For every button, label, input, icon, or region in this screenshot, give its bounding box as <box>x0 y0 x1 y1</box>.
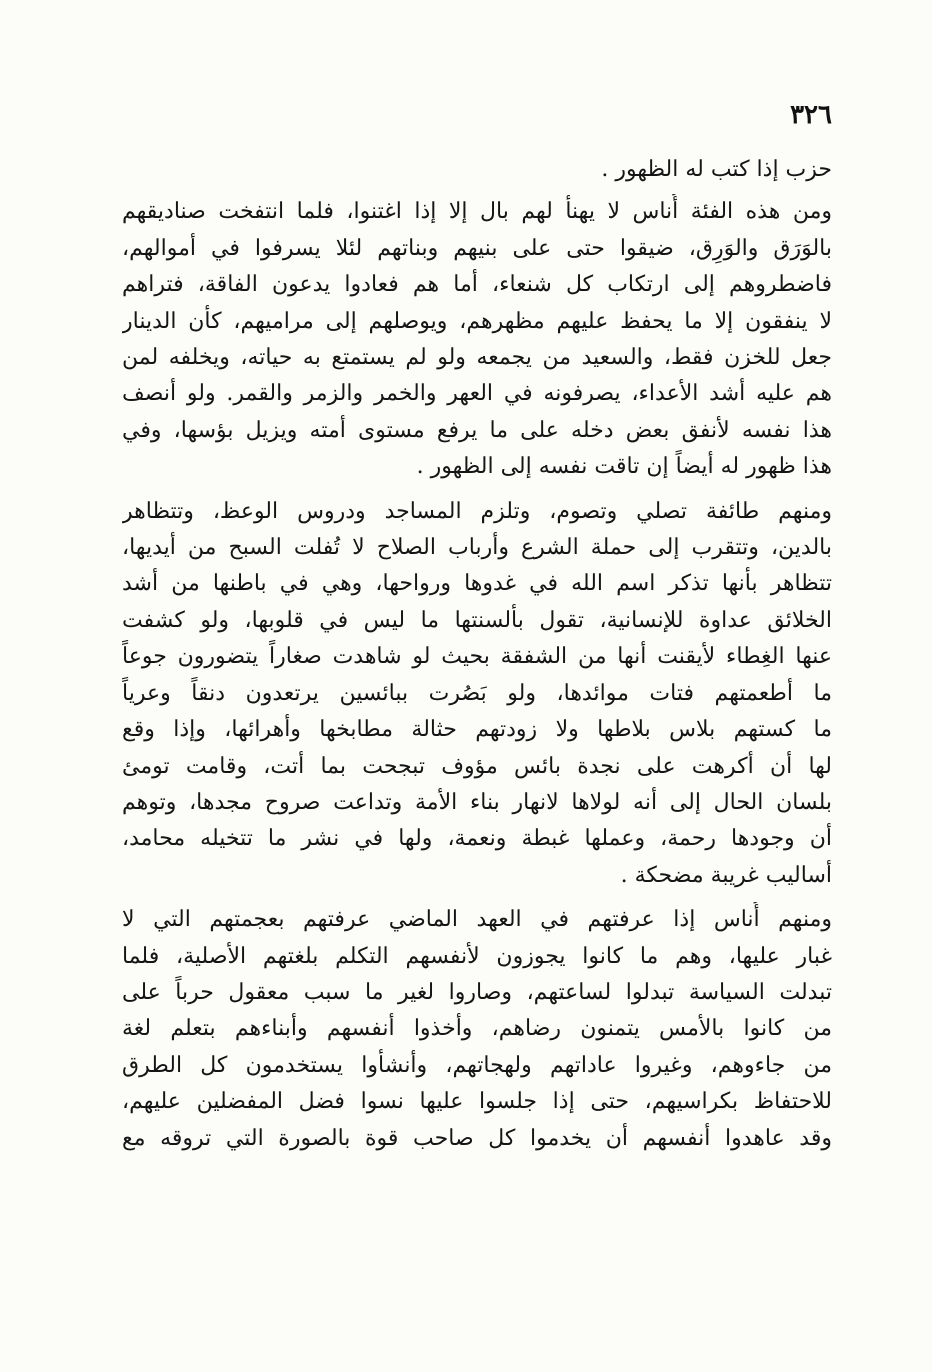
text-line: حزب إذا كتب له الظهور . <box>601 157 832 182</box>
text-line: تتظاهر بأنها تذكر اسم الله في غدوها ورواحها، وهي في باطنها من أشد <box>122 571 832 597</box>
text-line: عنها الغِطاء لأيقنت أنها من الشفقة بحيث لو شاهدت صغاراً يتضورون جوعاً <box>122 644 832 670</box>
text-line: الخلائق عداوة للإنسانية، تقول بألسنتها ما ليس في قلوبها، ولو كشفت <box>122 607 832 633</box>
text-line: أن وجودها رحمة، وعملها غبطة ونعمة، ولها في نشر ما تتخيله محامد، <box>122 826 832 852</box>
text-line: ما أطعمتهم فتات موائدها، ولو بَصُرت ببائسين يرتعدون دنقاً وعرياً <box>122 680 832 706</box>
text-line: لا ينفقون إلا ما يحفظ عليهم مظهرهم، ويوصلهم إلى مراميهم، كأن الدينار <box>122 308 832 334</box>
paragraph-1 <box>122 152 832 188</box>
page-body <box>122 152 832 1165</box>
text-line: ومن هذه الفئة أُناس لا يهنأ لهم بال إلا إذا اغتنوا، فلما انتفخت صناديقهم <box>122 199 832 225</box>
text-line: هذا ظهور له أيضاً إن تاقت نفسه إلى الظهور . <box>416 454 832 480</box>
text-line: من جاءوهم، وغيروا عاداتهم ولهجاتهم، وأنشأوا يستخدمون كل الطرق <box>122 1052 832 1078</box>
text-line: بلسان الحال إلى أنه لولاها لانهار بناء الأمة وتداعت صروح مجدها، وتوهم <box>122 789 832 815</box>
text-line: ما كستهم بلاس بلاطها ولا زودتهم حثالة مطابخها وأهرائها، وإذا وقع <box>122 717 832 743</box>
text-line: فاضطروهم إلى ارتكاب كل شنعاء، أما هم فعادوا يدعون الفاقة، فتراهم <box>122 272 832 298</box>
paragraph-2 <box>122 194 832 485</box>
paragraph-4 <box>122 902 832 1157</box>
text-line: ومنهم أُناس إذا عرفتهم في العهد الماضي عرفتهم بعجمتهم التي لا <box>122 907 832 933</box>
text-line: أساليب غريبة مضحكة . <box>620 862 832 888</box>
page-number: ٣٢٦ <box>790 100 832 130</box>
text-line: ومنهم طائفة تصلي وتصوم، وتلزم المساجد ودروس الوعظ، وتتظاهر <box>122 498 832 524</box>
text-line: تبدلت السياسة تبدلوا لساعتهم، وصاروا لغير ما سبب معقول حرباً على <box>122 979 832 1005</box>
text-line: لها أن أكرهت على نجدة بائس مؤوف تبجحت بما أتت، وقامت تومئ <box>122 753 832 779</box>
text-line: وقد عاهدوا أنفسهم أن يخدموا كل صاحب قوة بالصورة التي تروقه مع <box>122 1125 832 1151</box>
paragraph-3 <box>122 494 832 894</box>
text-line: جعل للخزن فقط، والسعيد من يجمعه ولو لم يستمتع به حياته، ويخلفه لمن <box>122 345 832 371</box>
text-line: من كانوا بالأمس يتمنون رضاهم، وأخذوا أنفسهم وأبناءهم بتعلم لغة <box>122 1016 832 1042</box>
text-line: غبار عليها، وهم ما كانوا يجوزون لأنفسهم التكلم بلغتهم الأصلية، فلما <box>122 943 832 969</box>
text-line: للاحتفاظ بكراسيهم، حتى إذا جلسوا عليها نسوا فضل المفضلين عليهم، <box>122 1089 832 1115</box>
text-line: هذا نفسه لأنفق بعض دخله على ما يرفع مستوى أمته ويزيل بؤسها، وفي <box>122 417 832 443</box>
text-line: هم عليه أشد الأعداء، يصرفونه في العهر والخمر والزمر والقمر. ولو أنصف <box>122 381 832 407</box>
text-line: بالدين، وتتقرب إلى حملة الشرع وأرباب الصلاح لا تُفلت السبح من أيديها، <box>122 535 832 561</box>
text-line: بالوَرَق والوَرِق، ضيقوا حتى على بنيهم وبناتهم لئلا يسرفوا في أموالهم، <box>122 235 832 261</box>
